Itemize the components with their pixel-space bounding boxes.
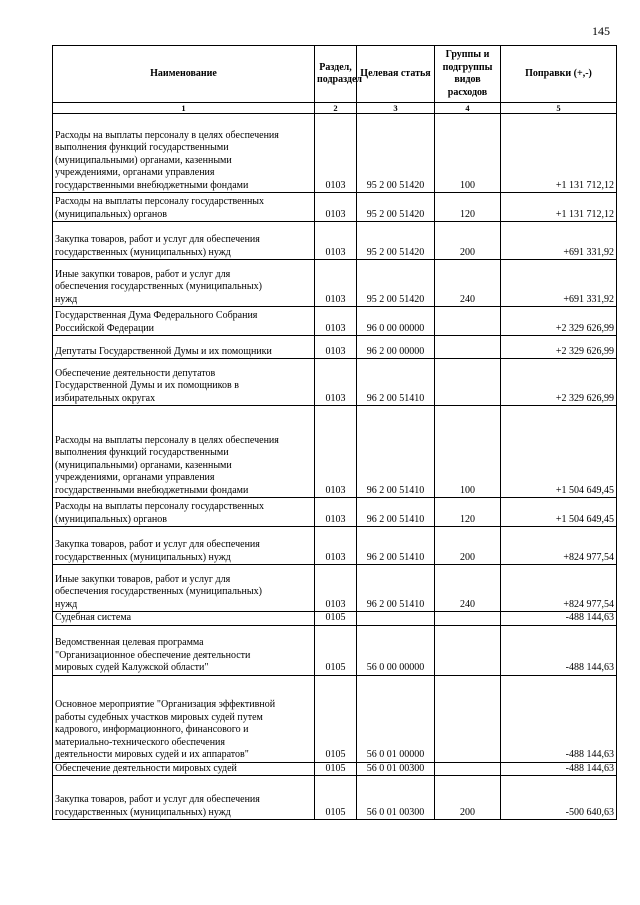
row-amount: +1 504 649,45 — [501, 406, 617, 498]
row-name — [53, 625, 315, 675]
row-name-line: учреждениями, органами управления — [55, 472, 215, 483]
row-name-line: Ведомственная целевая программа — [55, 637, 204, 648]
row-group: 240 — [435, 260, 501, 307]
header-group: Группы и подгруппы видов расходов — [435, 46, 501, 103]
row-section: 0105 — [315, 612, 357, 626]
row-name — [53, 498, 315, 527]
row-name-line: Закупка товаров, работ и услуг для обеспечения — [55, 539, 260, 550]
row-article — [357, 612, 435, 626]
row-name — [53, 307, 315, 336]
table-row — [53, 336, 617, 359]
table-row — [53, 307, 617, 336]
column-number: 3 — [357, 103, 435, 114]
row-section: 0103 — [315, 260, 357, 307]
row-amount: +2 329 626,99 — [501, 307, 617, 336]
row-amount: +691 331,92 — [501, 260, 617, 307]
row-group: 100 — [435, 406, 501, 498]
row-section: 0103 — [315, 406, 357, 498]
row-section: 0103 — [315, 307, 357, 336]
row-name-line: нужд — [55, 293, 78, 305]
row-name — [53, 260, 315, 307]
row-name-line: Закупка товаров, работ и услуг для обеспечения — [55, 234, 260, 245]
table-row — [53, 527, 617, 565]
table-row — [53, 565, 617, 612]
row-name-line: Обеспечение деятельности мировых судей — [55, 762, 237, 774]
row-name — [53, 527, 315, 565]
row-section: 0105 — [315, 762, 357, 776]
row-section: 0105 — [315, 675, 357, 762]
row-group — [435, 675, 501, 762]
row-amount: +2 329 626,99 — [501, 336, 617, 359]
column-number-row — [53, 103, 617, 114]
table-row — [53, 359, 617, 406]
row-group: 100 — [435, 114, 501, 193]
row-name-line: Государственной Думы и их помощников в — [55, 380, 239, 391]
row-name-line: государственных (муниципальных) нужд — [55, 246, 231, 258]
row-name-line: выполнения функций государственными — [55, 447, 229, 458]
row-amount: -488 144,63 — [501, 675, 617, 762]
table-row — [53, 114, 617, 193]
row-article: 96 2 00 51410 — [357, 406, 435, 498]
row-name-line: государственными внебюджетными фондами — [55, 484, 249, 496]
row-amount: +824 977,54 — [501, 565, 617, 612]
column-number: 5 — [501, 103, 617, 114]
table-row — [53, 222, 617, 260]
row-name-line: мировых судей Калужской области" — [55, 662, 209, 673]
row-amount: +1 131 712,12 — [501, 114, 617, 193]
row-name — [53, 336, 315, 359]
row-section: 0105 — [315, 776, 357, 820]
row-name-line: (муниципальных) органов — [55, 208, 168, 220]
row-name — [53, 359, 315, 406]
table-row — [53, 625, 617, 675]
row-article: 95 2 00 51420 — [357, 260, 435, 307]
row-name — [53, 406, 315, 498]
header-article: Целевая статья — [357, 46, 435, 103]
row-name-line: Судебная система — [55, 612, 132, 623]
row-name-line: Закупка товаров, работ и услуг для обеспечения — [55, 794, 260, 805]
table-body — [53, 114, 617, 820]
row-amount: +2 329 626,99 — [501, 359, 617, 406]
table-row — [53, 498, 617, 527]
row-name-line: государственных (муниципальных) нужд — [55, 806, 231, 818]
row-amount: +824 977,54 — [501, 527, 617, 565]
row-amount: +1 131 712,12 — [501, 193, 617, 222]
header-amount: Поправки (+,-) — [501, 46, 617, 103]
row-name-line: обеспечения государственных (муниципальных) — [55, 281, 262, 292]
row-article: 56 0 00 00000 — [357, 625, 435, 675]
row-name — [53, 193, 315, 222]
header-section: Раздел, подраздел — [315, 46, 357, 103]
row-section: 0103 — [315, 114, 357, 193]
row-name-line: государственными внебюджетными фондами — [55, 179, 249, 191]
table-row — [53, 675, 617, 762]
row-name-line: Иные закупки товаров, работ и услуг для — [55, 573, 231, 585]
row-name-line: "Организационное обеспечение деятельности — [55, 649, 251, 661]
row-name — [53, 222, 315, 260]
table-row — [53, 776, 617, 820]
row-name-line: нужд — [55, 598, 78, 610]
row-article: 56 0 01 00300 — [357, 776, 435, 820]
row-name — [53, 762, 315, 776]
row-section: 0103 — [315, 222, 357, 260]
row-name-line: выполнения функций государственными — [55, 142, 229, 153]
column-number: 1 — [53, 103, 315, 114]
row-article: 96 2 00 51410 — [357, 498, 435, 527]
row-group — [435, 625, 501, 675]
page-number: 145 — [592, 24, 610, 38]
header-row — [53, 46, 617, 103]
row-amount: -488 144,63 — [501, 625, 617, 675]
row-name-line: избирательных округах — [55, 392, 156, 404]
row-amount: +1 504 649,45 — [501, 498, 617, 527]
row-group: 200 — [435, 776, 501, 820]
row-group: 200 — [435, 222, 501, 260]
column-number: 2 — [315, 103, 357, 114]
row-article: 96 2 00 00000 — [357, 336, 435, 359]
row-name-line: кадрового, информационного, финансового и — [55, 724, 249, 735]
row-group: 120 — [435, 193, 501, 222]
row-group: 200 — [435, 527, 501, 565]
row-article: 96 2 00 51410 — [357, 527, 435, 565]
row-section: 0103 — [315, 498, 357, 527]
row-name — [53, 114, 315, 193]
row-name-line: Расходы на выплаты персоналу в целях обеспечения — [55, 434, 279, 446]
row-amount: +691 331,92 — [501, 222, 617, 260]
row-article: 95 2 00 51420 — [357, 222, 435, 260]
row-name — [53, 776, 315, 820]
row-article: 95 2 00 51420 — [357, 114, 435, 193]
row-name-line: учреждениями, органами управления — [55, 167, 215, 178]
row-article: 56 0 01 00300 — [357, 762, 435, 776]
row-amount: -500 640,63 — [501, 776, 617, 820]
row-group — [435, 359, 501, 406]
row-section: 0103 — [315, 359, 357, 406]
row-name-line: Российской Федерации — [55, 322, 155, 334]
row-section: 0103 — [315, 565, 357, 612]
row-name-line: обеспечения государственных (муниципальных) — [55, 586, 262, 597]
row-article: 96 0 00 00000 — [357, 307, 435, 336]
row-group — [435, 762, 501, 776]
budget-table — [52, 45, 617, 820]
row-article: 95 2 00 51420 — [357, 193, 435, 222]
table-row — [53, 612, 617, 626]
column-number: 4 — [435, 103, 501, 114]
row-section: 0105 — [315, 625, 357, 675]
table-row — [53, 762, 617, 776]
row-name-line: (муниципальными) органами, казенными — [55, 459, 232, 471]
row-section: 0103 — [315, 193, 357, 222]
row-name-line: Основное мероприятие "Организация эффективной — [55, 699, 276, 710]
row-group — [435, 307, 501, 336]
row-name-line: Расходы на выплаты персоналу государственных — [55, 196, 265, 207]
row-section: 0103 — [315, 527, 357, 565]
row-name-line: материально-технического обеспечения — [55, 736, 225, 748]
row-name-line: (муниципальных) органов — [55, 513, 168, 525]
row-group — [435, 336, 501, 359]
row-group — [435, 612, 501, 626]
row-name-line: Депутаты Государственной Думы и их помощники — [55, 345, 272, 357]
row-name-line: Обеспечение деятельности депутатов — [55, 367, 216, 379]
row-name — [53, 612, 315, 626]
row-section: 0103 — [315, 336, 357, 359]
table-row — [53, 260, 617, 307]
row-name — [53, 565, 315, 612]
row-amount: -488 144,63 — [501, 762, 617, 776]
row-name-line: Расходы на выплаты персоналу государственных — [55, 501, 265, 512]
row-name-line: государственных (муниципальных) нужд — [55, 551, 231, 563]
row-article: 96 2 00 51410 — [357, 565, 435, 612]
row-article: 56 0 01 00000 — [357, 675, 435, 762]
table-row — [53, 193, 617, 222]
row-group: 240 — [435, 565, 501, 612]
row-name-line: Государственная Дума Федерального Собрания — [55, 310, 258, 321]
row-article: 96 2 00 51410 — [357, 359, 435, 406]
row-amount: -488 144,63 — [501, 612, 617, 626]
row-name-line: (муниципальными) органами, казенными — [55, 154, 232, 166]
row-name-line: Расходы на выплаты персоналу в целях обеспечения — [55, 129, 279, 141]
row-name-line: деятельности мировых судей и их аппаратов" — [55, 749, 249, 760]
table-row — [53, 406, 617, 498]
row-name-line: работы судебных участков мировых судей путем — [55, 711, 263, 723]
header-name: Наименование — [53, 46, 315, 103]
row-name-line: Иные закупки товаров, работ и услуг для — [55, 268, 231, 280]
row-name — [53, 675, 315, 762]
row-group: 120 — [435, 498, 501, 527]
